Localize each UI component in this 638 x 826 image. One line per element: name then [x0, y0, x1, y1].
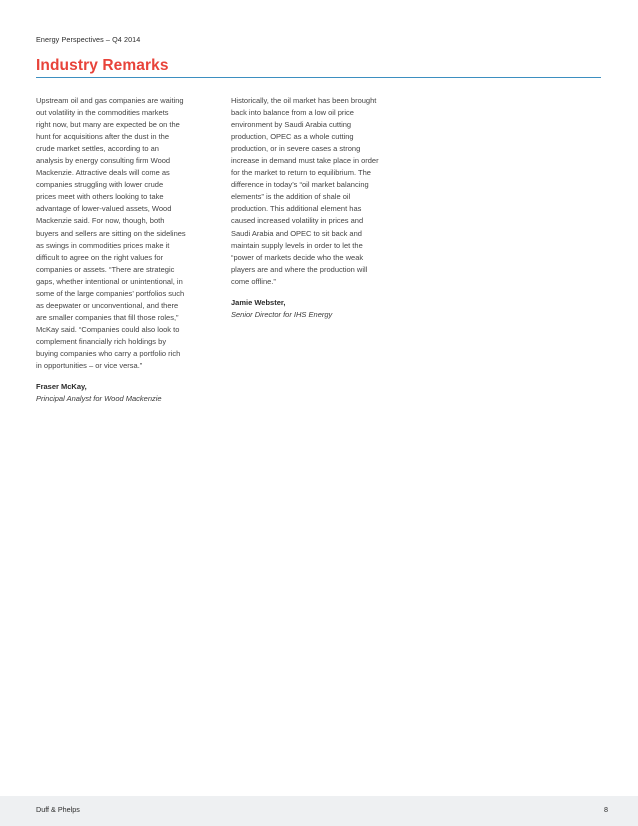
page-number: 8	[604, 805, 608, 814]
text-line: maintain supply levels in order to let the	[231, 240, 363, 250]
text-line: Mackenzie said. For now, though, both	[36, 216, 165, 226]
author-name: Fraser McKay,	[36, 382, 87, 392]
text-line: elements” is the addition of shale oil	[231, 192, 351, 202]
text-line: complement financially rich holdings by	[36, 336, 167, 346]
text-line: players are and where the production will	[231, 264, 368, 274]
text-line: Upstream oil and gas companies are waiting	[36, 96, 184, 105]
text-line: are smaller companies that fill those roles,”	[36, 312, 179, 322]
author-block-mckay	[36, 381, 214, 405]
quote-text-webster	[231, 95, 409, 288]
publication-header: Energy Perspectives – Q4 2014	[36, 35, 141, 44]
page-footer	[0, 796, 638, 826]
title-divider	[36, 77, 601, 78]
text-line: as deepwater or unconventional, and there	[36, 300, 179, 310]
text-line: Historically, the oil market has been brought	[231, 96, 377, 105]
text-line: gaps, whether intentional or unintentional, in	[36, 276, 183, 286]
text-line: analysis by energy consulting firm Wood	[36, 156, 171, 166]
text-line: caused increased volatility in prices and	[231, 216, 364, 226]
text-line: production. This additional element has	[231, 204, 362, 214]
quote-column-mckay	[36, 95, 214, 405]
text-line: “power of markets decide who the weak	[231, 252, 364, 262]
text-line: production, or in severe cases a strong	[231, 144, 361, 154]
text-line: come offline.”	[231, 276, 276, 286]
text-line: prices meet with others looking to take	[36, 192, 164, 202]
text-line: environment by Saudi Arabia cutting	[231, 120, 352, 130]
text-line: as swings in commodities prices make it	[36, 240, 170, 250]
author-role: Senior Director for IHS Energy	[231, 309, 333, 319]
page-title: Industry Remarks	[36, 57, 169, 74]
author-role: Principal Analyst for Wood Mackenzie	[36, 394, 162, 404]
text-line: right now, but many are expected be on the	[36, 120, 180, 130]
text-line: difficult to agree on the right values for	[36, 252, 164, 262]
text-line: companies struggling with lower crude	[36, 180, 164, 190]
footer-company: Duff & Phelps	[36, 805, 80, 814]
text-line: crude market settles, according to an	[36, 144, 159, 154]
text-line: companies or assets. “There are strategic	[36, 264, 175, 274]
text-line: back into balance from a low oil price	[231, 108, 354, 118]
text-line: McKay said. “Companies could also look to	[36, 324, 180, 334]
text-line: advantage of lower-valued assets, Wood	[36, 204, 172, 214]
text-line: out volatility in the commodities markets	[36, 108, 169, 118]
quote-column-webster	[231, 95, 409, 321]
text-line: in opportunities – or vice versa.”	[36, 361, 143, 371]
author-block-webster	[231, 297, 409, 321]
text-line: increase in demand must take place in order	[231, 156, 379, 166]
text-line: difference in today’s “oil market balancing	[231, 180, 369, 190]
text-line: production, OPEC as a whole cutting	[231, 132, 354, 142]
text-line: Saudi Arabia and OPEC to sit back and	[231, 228, 362, 238]
author-name: Jamie Webster,	[231, 297, 286, 307]
text-line: some of the large companies’ portfolios such	[36, 288, 185, 298]
text-line: for the market to return to equilibrium. The	[231, 168, 371, 178]
text-line: buyers and sellers are sitting on the sidelines	[36, 228, 186, 238]
text-line: buying companies who carry a portfolio rich	[36, 348, 181, 358]
text-line: hunt for acquisitions after the dust in the	[36, 132, 169, 142]
quote-text-mckay	[36, 95, 214, 372]
text-line: Mackenzie. Attractive deals will come as	[36, 168, 170, 178]
